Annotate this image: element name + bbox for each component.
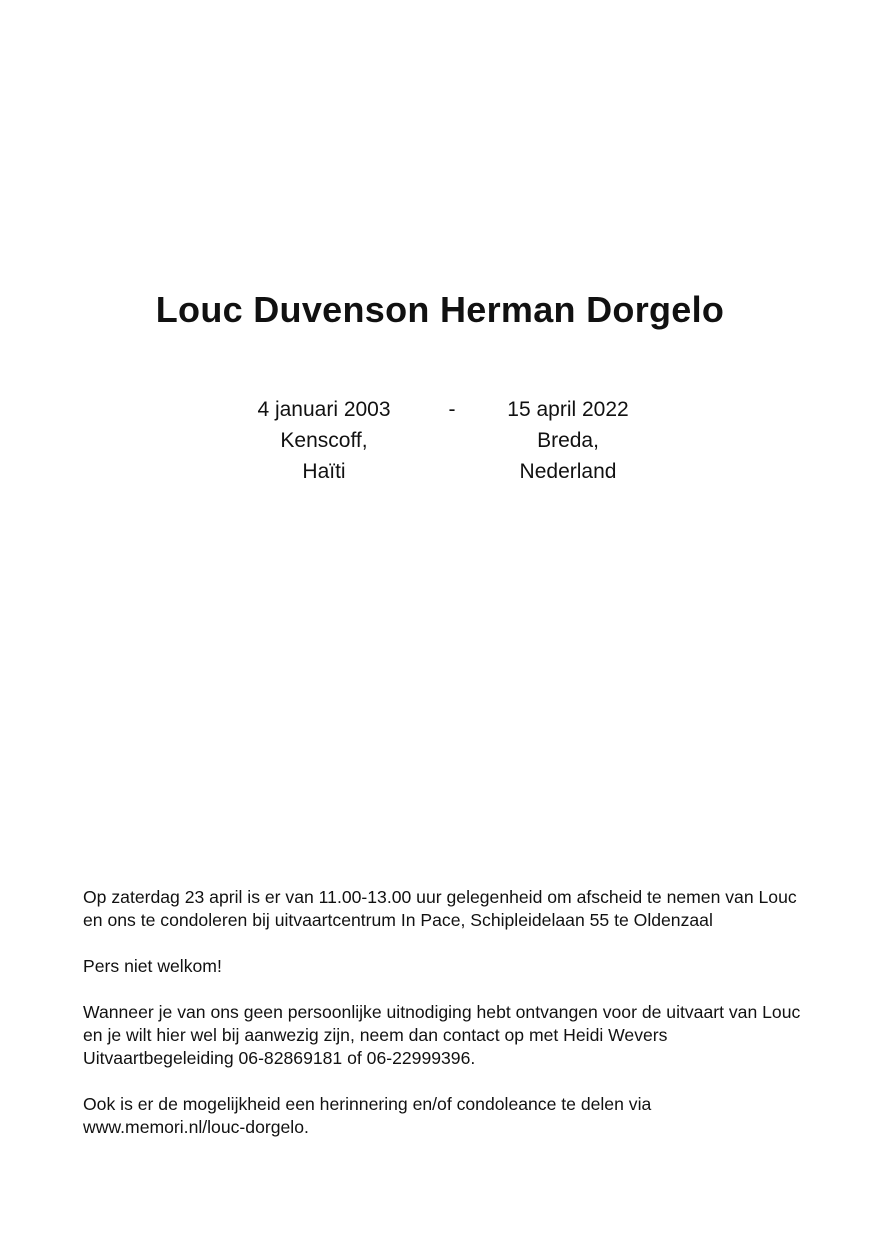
deceased-name: Louc Duvenson Herman Dorgelo	[155, 289, 725, 330]
death-place: Breda,	[537, 429, 599, 452]
condolence-paragraph: Ook is er de mogelijkheid een herinnering en/of condoleance te delen via www.memori.nl/louc-dorgelo.	[83, 1094, 652, 1137]
farewell-paragraph: Op zaterdag 23 april is er van 11.00-13.00 uur gelegenheid om afscheid te nemen van Louc en ons te condoleren bij uitvaartcentrum In Pace, Schipleidelaan 55 te Oldenzaal	[83, 887, 797, 930]
invitation-paragraph: Wanneer je van ons geen persoonlijke uitnodiging hebt ontvangen voor de uitvaart van Louc en je wilt hier wel bij aanwezig zijn, neem dan contact op met Heidi Wevers Uitvaartbegeleiding 06-82869181 of 06-22999396.	[83, 1002, 801, 1068]
death-block	[470, 394, 666, 487]
birth-country: Haïti	[302, 460, 346, 483]
death-country: Nederland	[519, 460, 617, 483]
birth-date: 4 januari 2003	[257, 398, 391, 421]
announcement-text	[83, 886, 803, 1139]
life-dates	[0, 394, 880, 494]
press-notice: Pers niet welkom!	[83, 956, 222, 976]
death-date: 15 april 2022	[507, 398, 629, 421]
birth-place: Kenscoff,	[280, 429, 368, 452]
date-separator: -	[448, 398, 456, 421]
birth-block	[224, 394, 424, 487]
